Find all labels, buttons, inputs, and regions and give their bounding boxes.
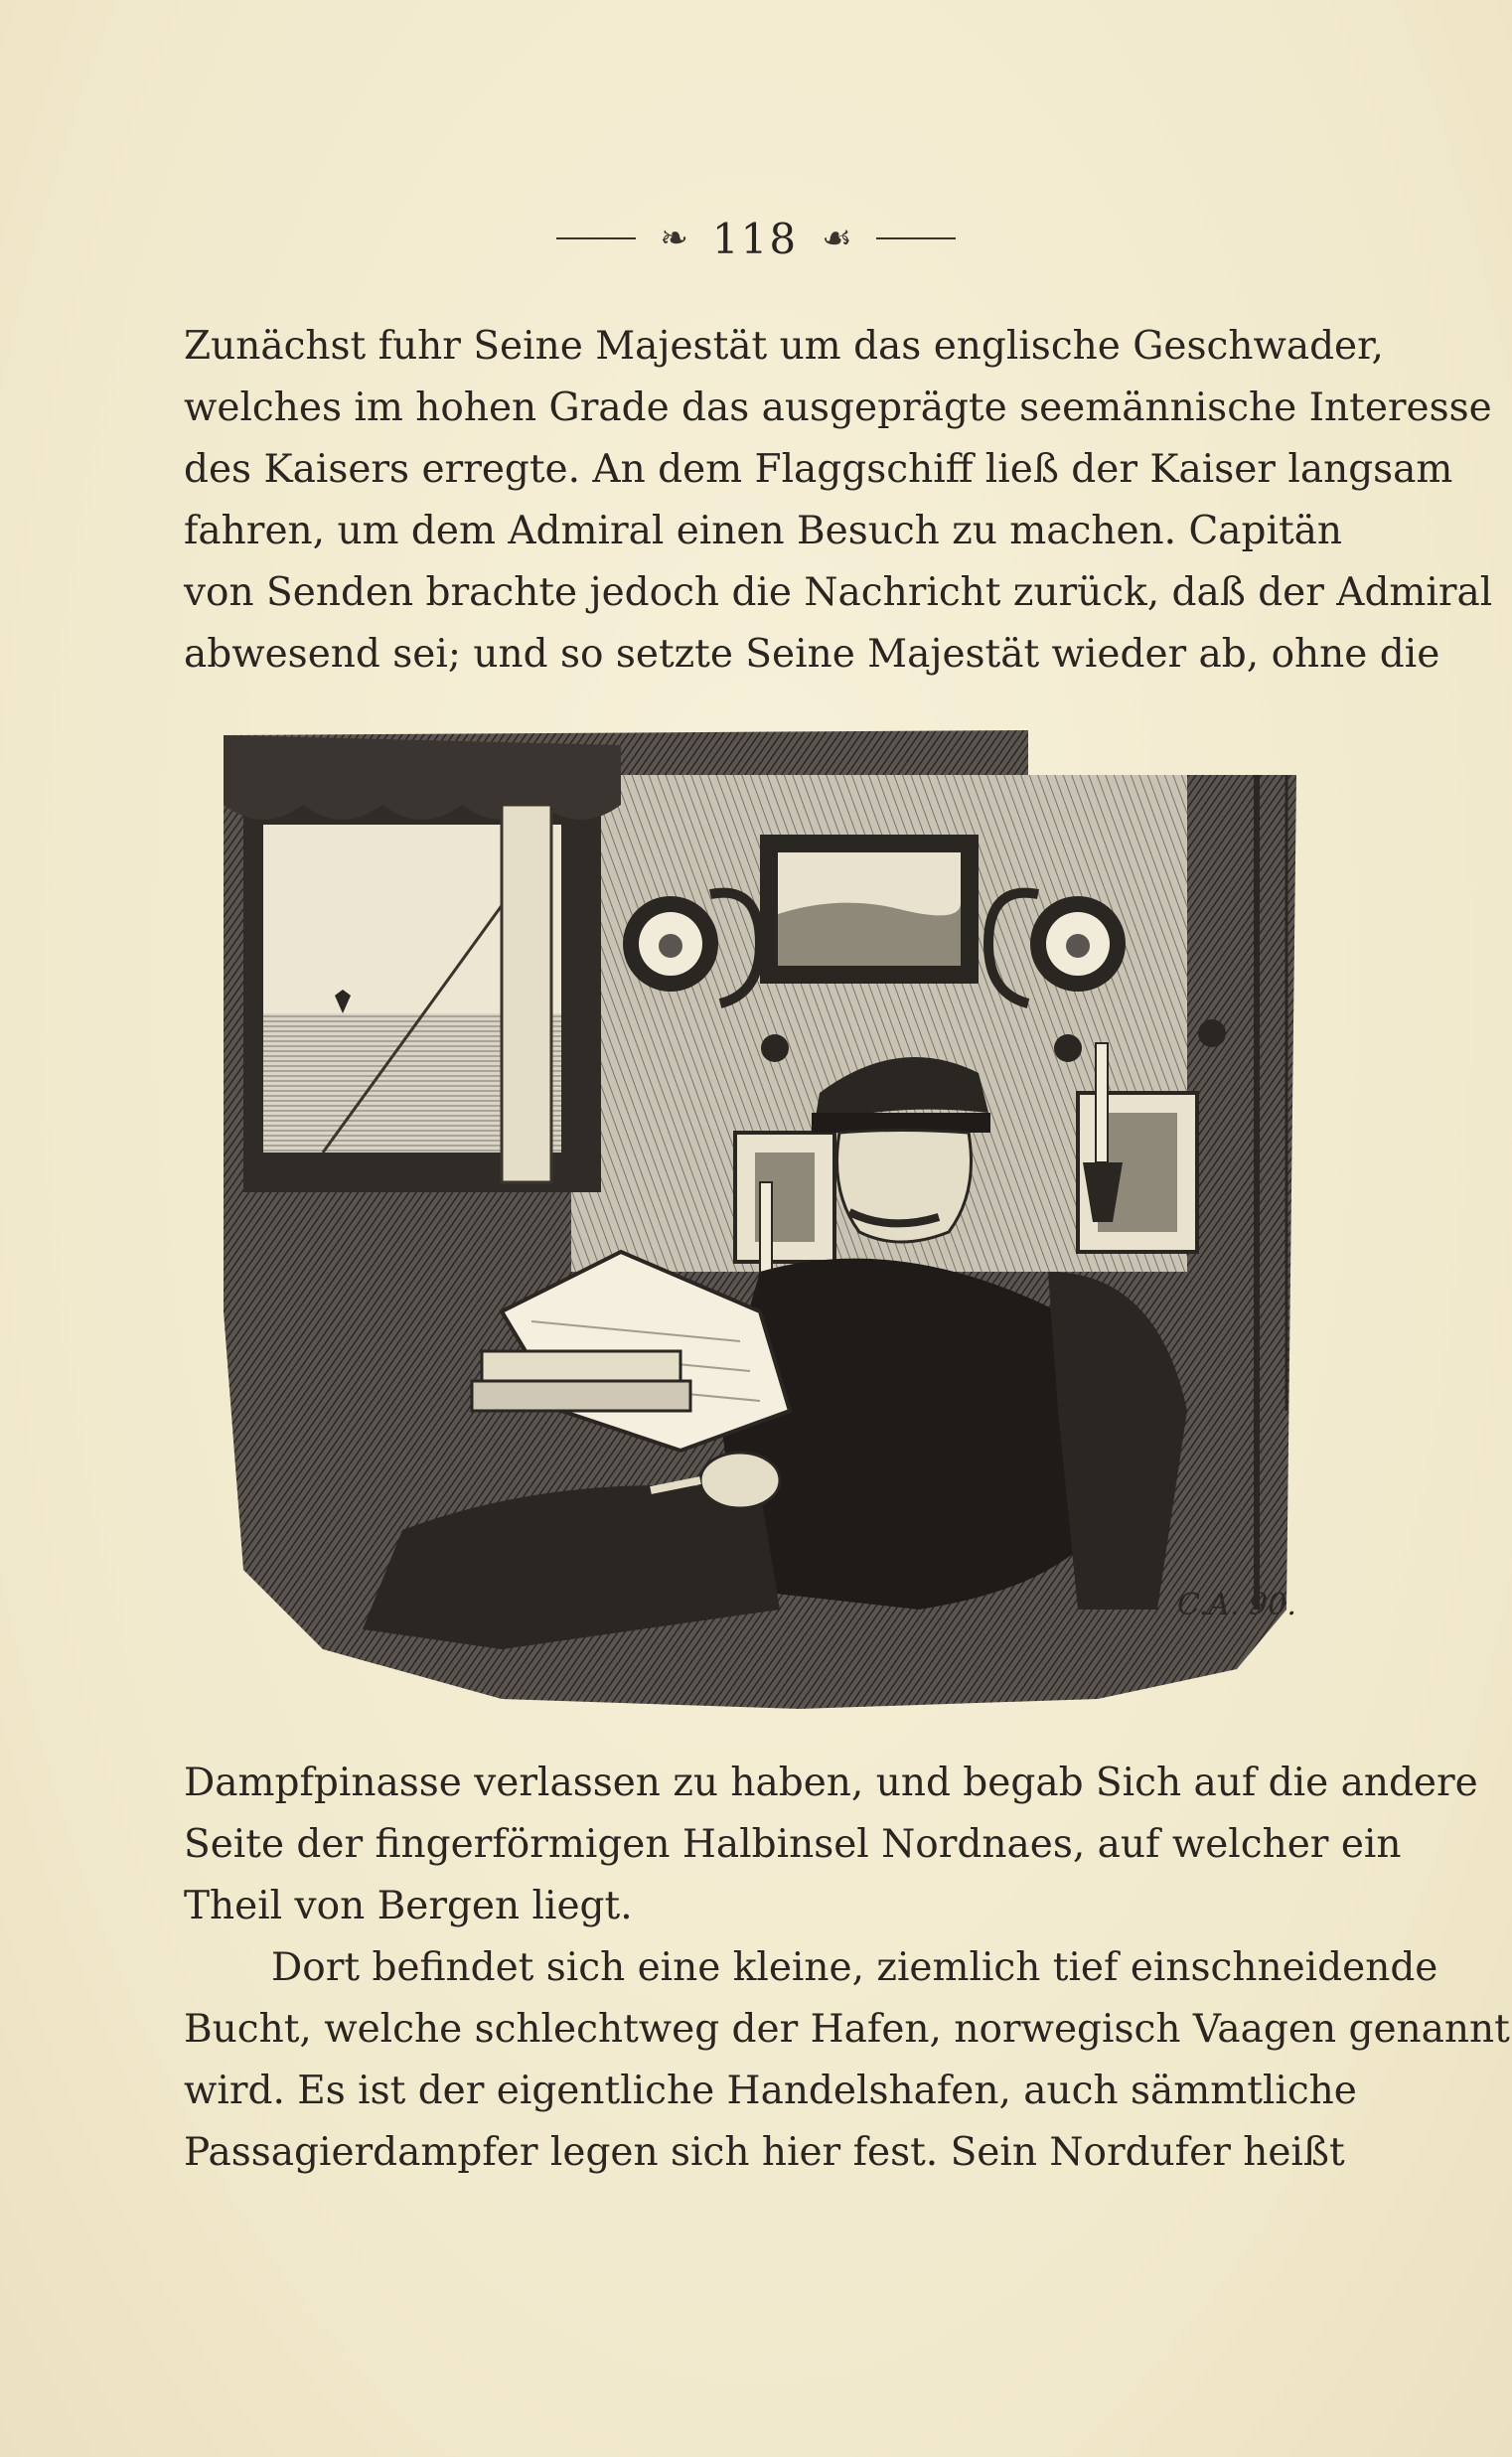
text-line: Passagierdampfer legen sich hier fest. Sein Nordufer heißt: [184, 2130, 1345, 2175]
paragraph-bottom: [184, 1753, 1510, 2184]
ornament-left-icon: ❧: [660, 219, 688, 258]
text-line: von Senden brachte jedoch die Nachricht zurück, daß der Admiral: [184, 570, 1493, 615]
text-line: Dort befindet sich eine kleine, ziemlich tief einschneidende: [271, 1945, 1438, 1990]
text-line: abwesend sei; und so setzte Seine Majestät wieder ab, ohne die: [184, 632, 1440, 677]
text-line: Bucht, welche schlechtweg der Hafen, norwegisch Vaagen genannt: [184, 2007, 1510, 2052]
page-number: 118: [711, 214, 799, 263]
text-line: welches im hohen Grade das ausgeprägte seemännische Interesse: [184, 385, 1492, 430]
text-line: fahren, um dem Admiral einen Besuch zu machen. Capitän: [184, 509, 1343, 553]
text-line: Theil von Bergen liegt.: [184, 1884, 633, 1928]
engraving-officer-reading: [204, 715, 1321, 1719]
header-rule-left: [556, 237, 636, 239]
text-line: Zunächst fuhr Seine Majestät um das englische Geschwader,: [184, 324, 1384, 369]
text-line: wird. Es ist der eigentliche Handelshafen, auch sämmtliche: [184, 2069, 1357, 2113]
text-line: des Kaisers erregte. An dem Flaggschiff ließ der Kaiser langsam: [184, 447, 1453, 492]
text-line: Dampfpinasse verlassen zu haben, und begab Sich auf die andere: [184, 1761, 1478, 1805]
page-header: [0, 209, 1512, 268]
artist-signature: C.A. 90.: [1177, 1588, 1296, 1622]
paragraph-top: [184, 316, 1493, 686]
header-rule-right: [876, 237, 956, 239]
text-line: Seite der fingerförmigen Halbinsel Nordnaes, auf welcher ein: [184, 1822, 1402, 1867]
ornament-right-icon: ☙: [822, 219, 852, 258]
